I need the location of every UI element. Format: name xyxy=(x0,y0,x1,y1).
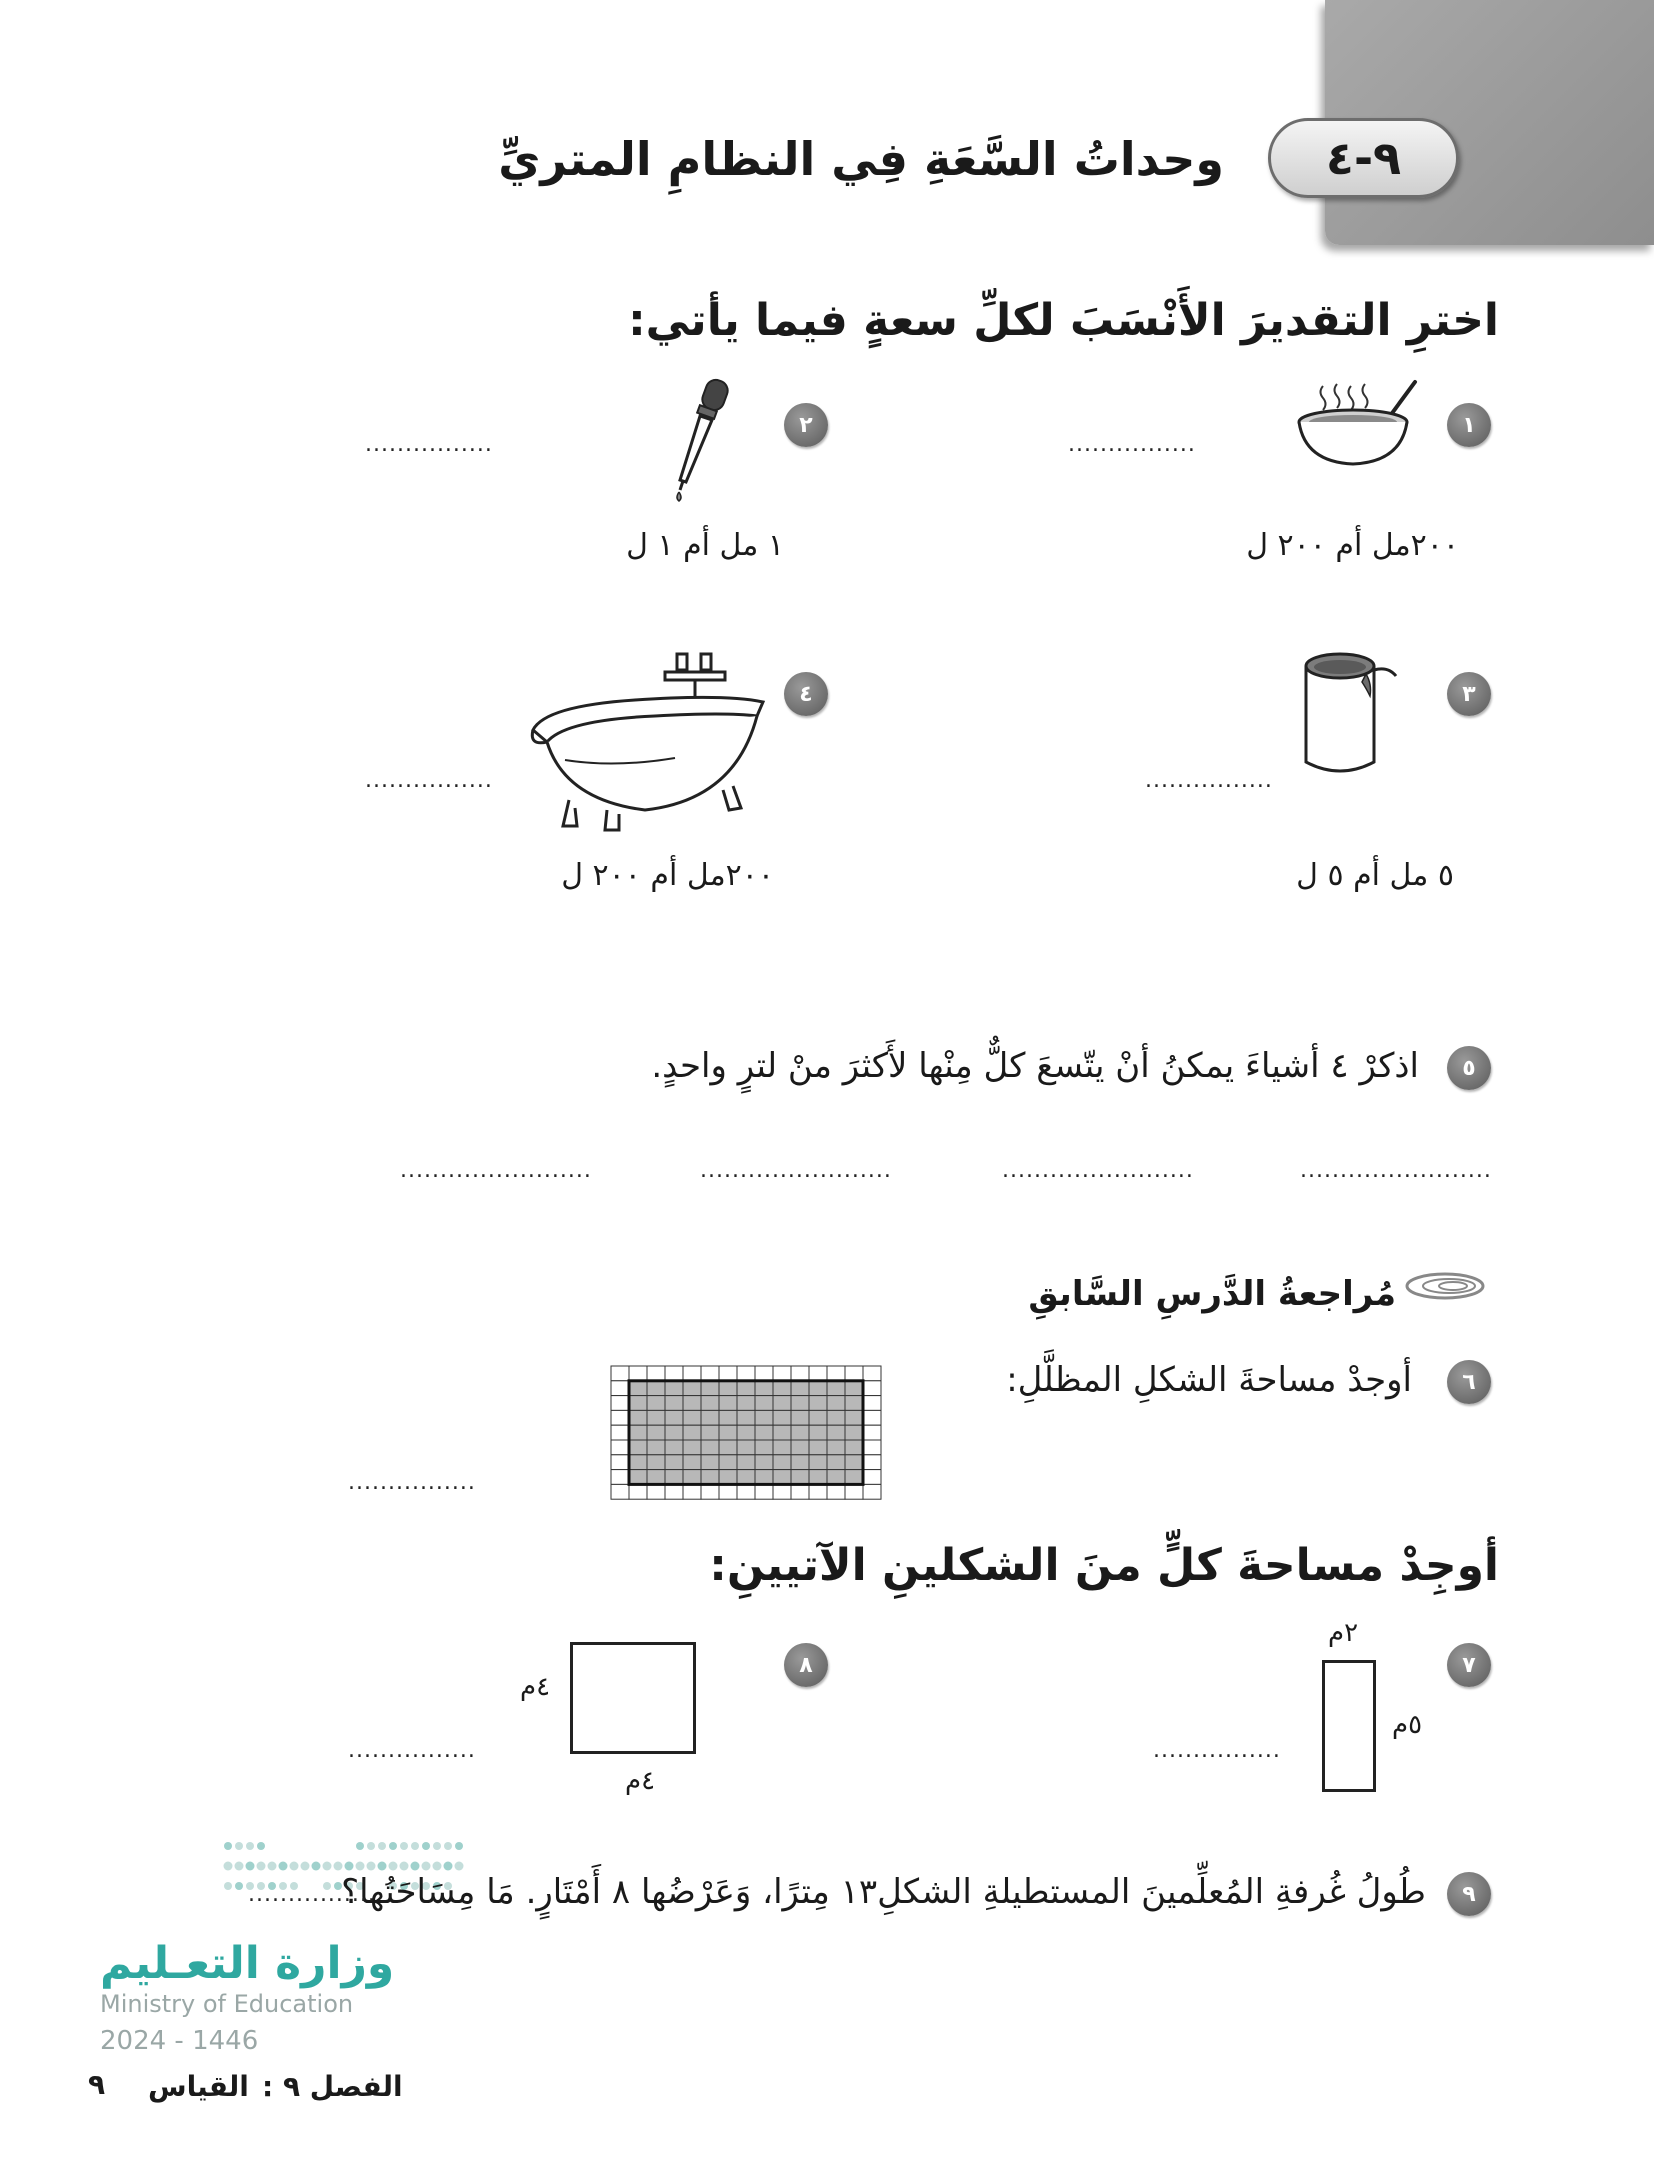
grid-cell-shaded xyxy=(629,1396,647,1411)
q7-width-label: ٢م xyxy=(1328,1618,1359,1648)
grid-cell xyxy=(665,1484,683,1499)
item3-number: ٣ xyxy=(1447,672,1491,716)
grid-cell-shaded xyxy=(701,1425,719,1440)
grid-cell xyxy=(611,1396,629,1411)
page-number: ٩ xyxy=(88,2068,106,2101)
grid-cell-shaded xyxy=(647,1425,665,1440)
paint-can-icon xyxy=(1300,650,1400,780)
grid-cell-shaded xyxy=(809,1396,827,1411)
grid-cell xyxy=(611,1410,629,1425)
grid-cell-shaded xyxy=(827,1440,845,1455)
grid-cell-shaded xyxy=(827,1381,845,1396)
grid-cell xyxy=(611,1484,629,1499)
grid-cell xyxy=(737,1366,755,1381)
grid-cell-shaded xyxy=(791,1396,809,1411)
grid-cell-shaded xyxy=(773,1396,791,1411)
lesson-number-badge xyxy=(1268,118,1459,198)
q9-answer-blank[interactable]: ................ xyxy=(248,1882,376,1907)
q8-bottom-label: ٤م xyxy=(625,1766,656,1796)
item1-answer-blank[interactable]: ................ xyxy=(1068,432,1196,457)
dropper-icon xyxy=(660,378,730,503)
grid-cell-shaded xyxy=(701,1396,719,1411)
logo-dot xyxy=(224,1882,232,1890)
grid-cell xyxy=(863,1381,881,1396)
grid-cell-shaded xyxy=(665,1425,683,1440)
grid-cell xyxy=(683,1366,701,1381)
grid-cell-shaded xyxy=(755,1455,773,1470)
item2-choices: ١ مل أم ١ ل xyxy=(626,528,784,563)
grid-cell xyxy=(773,1366,791,1381)
logo-dot xyxy=(345,1862,354,1871)
lesson-number: ٩-٤ xyxy=(1325,131,1402,185)
q5-blank-3[interactable]: ........................ xyxy=(700,1158,892,1183)
grid-cell-shaded xyxy=(629,1425,647,1440)
grid-cell xyxy=(863,1455,881,1470)
grid-cell-shaded xyxy=(719,1381,737,1396)
grid-cell xyxy=(737,1484,755,1499)
grid-cell-shaded xyxy=(737,1425,755,1440)
logo-dot xyxy=(444,1862,453,1871)
grid-cell-shaded xyxy=(629,1440,647,1455)
grid-cell xyxy=(611,1366,629,1381)
grid-cell-shaded xyxy=(629,1470,647,1485)
grid-cell-shaded xyxy=(791,1455,809,1470)
logo-dot xyxy=(323,1862,332,1871)
grid-cell-shaded xyxy=(701,1470,719,1485)
grid-cell-shaded xyxy=(683,1470,701,1485)
grid-cell-shaded xyxy=(773,1425,791,1440)
grid-cell xyxy=(611,1455,629,1470)
grid-cell xyxy=(845,1366,863,1381)
q5-blank-4[interactable]: ........................ xyxy=(400,1158,592,1183)
grid-cell xyxy=(701,1366,719,1381)
grid-cell-shaded xyxy=(791,1410,809,1425)
grid-cell xyxy=(809,1484,827,1499)
q6-number: ٦ xyxy=(1447,1360,1491,1404)
grid-cell-shaded xyxy=(719,1470,737,1485)
ministry-english-name: Ministry of Education xyxy=(100,1990,354,2018)
grid-cell-shaded xyxy=(773,1470,791,1485)
logo-dot xyxy=(334,1862,343,1871)
grid-cell-shaded xyxy=(665,1381,683,1396)
grid-cell-shaded xyxy=(845,1396,863,1411)
grid-cell-shaded xyxy=(737,1381,755,1396)
item1-choices: ٢٠٠مل أم ٢٠٠ ل xyxy=(1246,528,1459,563)
grid-cell-shaded xyxy=(737,1396,755,1411)
grid-cell-shaded xyxy=(827,1396,845,1411)
logo-dot xyxy=(367,1842,375,1850)
q6-answer-blank[interactable]: ................ xyxy=(348,1470,476,1495)
logo-dot xyxy=(367,1862,376,1871)
section2-heading: أوجِدْ مساحةَ كلٍّ منَ الشكلينِ الآتيينِ: xyxy=(709,1540,1499,1591)
grid-cell-shaded xyxy=(719,1440,737,1455)
grid-cell-shaded xyxy=(629,1381,647,1396)
grid-cell-shaded xyxy=(665,1410,683,1425)
grid-cell-shaded xyxy=(755,1440,773,1455)
logo-dot xyxy=(356,1842,364,1850)
grid-cell xyxy=(863,1396,881,1411)
logo-dot xyxy=(356,1862,365,1871)
grid-cell-shaded xyxy=(647,1470,665,1485)
grid-cell-shaded xyxy=(683,1396,701,1411)
ministry-arabic-name: وزارة التعـليم xyxy=(100,1938,395,1989)
grid-cell-shaded xyxy=(629,1410,647,1425)
grid-cell-shaded xyxy=(647,1381,665,1396)
logo-dot xyxy=(235,1862,244,1871)
logo-dot xyxy=(455,1862,464,1871)
grid-cell xyxy=(791,1366,809,1381)
logo-dot xyxy=(257,1862,266,1871)
grid-cell xyxy=(863,1366,881,1381)
footer-topic: القياس xyxy=(148,2070,249,2103)
item3-choices: ٥ مل أم ٥ ل xyxy=(1296,858,1454,893)
grid-cell-shaded xyxy=(845,1425,863,1440)
grid-cell-shaded xyxy=(647,1455,665,1470)
q7-number: ٧ xyxy=(1447,1643,1491,1687)
grid-cell xyxy=(701,1484,719,1499)
grid-cell-shaded xyxy=(647,1410,665,1425)
grid-cell-shaded xyxy=(791,1440,809,1455)
grid-cell-shaded xyxy=(629,1455,647,1470)
logo-dot xyxy=(246,1862,255,1871)
q5-blank-2[interactable]: ........................ xyxy=(1002,1158,1194,1183)
grid-cell-shaded xyxy=(845,1470,863,1485)
logo-dot xyxy=(433,1862,442,1871)
logo-dot xyxy=(422,1842,430,1850)
review-title: مُراجعةُ الدَّرسِ السَّابقِ xyxy=(1028,1274,1396,1314)
grid-cell-shaded xyxy=(719,1425,737,1440)
grid-cell-shaded xyxy=(791,1425,809,1440)
logo-dot xyxy=(411,1842,419,1850)
grid-cell xyxy=(719,1484,737,1499)
logo-dot xyxy=(378,1842,386,1850)
grid-cell-shaded xyxy=(737,1455,755,1470)
grid-cell-shaded xyxy=(683,1425,701,1440)
grid-cell-shaded xyxy=(755,1470,773,1485)
logo-dot xyxy=(235,1842,243,1850)
grid-cell-shaded xyxy=(737,1410,755,1425)
q6-text: أوجدْ مساحةَ الشكلِ المظلَّلِ: xyxy=(1006,1360,1412,1400)
grid-cell xyxy=(773,1484,791,1499)
grid-cell xyxy=(665,1366,683,1381)
grid-cell-shaded xyxy=(809,1410,827,1425)
logo-dot xyxy=(268,1862,277,1871)
item1-number: ١ xyxy=(1447,403,1491,447)
grid-cell xyxy=(629,1366,647,1381)
grid-cell xyxy=(827,1484,845,1499)
logo-dot xyxy=(389,1862,398,1871)
q9-number: ٩ xyxy=(1447,1872,1491,1916)
q5-blank-1[interactable]: ........................ xyxy=(1300,1158,1492,1183)
grid-cell-shaded xyxy=(773,1410,791,1425)
logo-dot xyxy=(444,1842,452,1850)
logo-dot xyxy=(455,1842,463,1850)
grid-cell-shaded xyxy=(683,1410,701,1425)
grid-cell-shaded xyxy=(791,1470,809,1485)
logo-dot xyxy=(411,1862,420,1871)
grid-cell-shaded xyxy=(701,1455,719,1470)
grid-cell xyxy=(611,1425,629,1440)
item3-answer-blank[interactable]: ................ xyxy=(1145,768,1273,793)
grid-cell xyxy=(863,1440,881,1455)
grid-cell xyxy=(647,1366,665,1381)
grid-cell xyxy=(629,1484,647,1499)
grid-cell xyxy=(863,1410,881,1425)
grid-cell-shaded xyxy=(809,1381,827,1396)
review-swirl-icon xyxy=(1405,1268,1485,1304)
grid-cell-shaded xyxy=(809,1425,827,1440)
logo-dot xyxy=(400,1842,408,1850)
logo-dot xyxy=(312,1862,321,1871)
grid-cell-shaded xyxy=(773,1455,791,1470)
logo-dot xyxy=(246,1842,254,1850)
grid-cell-shaded xyxy=(647,1396,665,1411)
grid-cell-shaded xyxy=(665,1396,683,1411)
logo-dot xyxy=(400,1862,409,1871)
grid-cell-shaded xyxy=(827,1410,845,1425)
grid-cell-shaded xyxy=(719,1455,737,1470)
logo-dot xyxy=(378,1862,387,1871)
grid-cell xyxy=(611,1470,629,1485)
grid-cell xyxy=(755,1484,773,1499)
section1-heading: اخترِ التقديرَ الأَنْسَبَ لكلِّ سعةٍ فيما يأتي: xyxy=(628,295,1499,346)
grid-cell xyxy=(863,1484,881,1499)
grid-cell-shaded xyxy=(719,1396,737,1411)
soup-bowl-icon xyxy=(1295,378,1425,468)
logo-dot xyxy=(422,1862,431,1871)
ministry-year: 2024 - 1446 xyxy=(100,2026,259,2056)
grid-cell-shaded xyxy=(809,1440,827,1455)
grid-cell xyxy=(611,1381,629,1396)
logo-dot xyxy=(301,1862,310,1871)
grid-cell xyxy=(863,1470,881,1485)
grid-cell-shaded xyxy=(701,1381,719,1396)
q9-text: طُولُ غُرفةِ المُعلِّمينَ المستطيلةِ الشكلِ١٣ مِترًا، وَعَرْضُها ٨ أَمْتَارٍ. مَا مِسَاحَتُها؟ xyxy=(341,1872,1426,1912)
grid-cell-shaded xyxy=(827,1470,845,1485)
grid-cell xyxy=(809,1366,827,1381)
grid-cell-shaded xyxy=(665,1440,683,1455)
item4-answer-blank[interactable]: ................ xyxy=(365,768,493,793)
q5-number: ٥ xyxy=(1447,1046,1491,1090)
logo-dot xyxy=(290,1862,299,1871)
grid-cell-shaded xyxy=(665,1455,683,1470)
grid-cell-shaded xyxy=(755,1381,773,1396)
q8-answer-blank[interactable]: ................ xyxy=(348,1738,476,1763)
grid-cell xyxy=(845,1484,863,1499)
grid-cell-shaded xyxy=(827,1425,845,1440)
grid-cell-shaded xyxy=(827,1455,845,1470)
item4-choices: ٢٠٠مل أم ٢٠٠ ل xyxy=(561,858,774,893)
q7-answer-blank[interactable]: ................ xyxy=(1153,1738,1281,1763)
grid-cell-shaded xyxy=(809,1470,827,1485)
grid-cell xyxy=(719,1366,737,1381)
grid-cell-shaded xyxy=(845,1381,863,1396)
grid-cell-shaded xyxy=(737,1440,755,1455)
grid-cell-shaded xyxy=(845,1410,863,1425)
grid-cell xyxy=(611,1440,629,1455)
logo-dot xyxy=(389,1842,397,1850)
grid-cell-shaded xyxy=(737,1470,755,1485)
q8-side-label: ٤م xyxy=(520,1672,551,1702)
item4-number: ٤ xyxy=(784,672,828,716)
grid-cell-shaded xyxy=(701,1410,719,1425)
grid-cell-shaded xyxy=(665,1470,683,1485)
grid-cell-shaded xyxy=(791,1381,809,1396)
logo-dot xyxy=(279,1862,288,1871)
grid-cell-shaded xyxy=(845,1440,863,1455)
q5-text: اذكرْ ٤ أشياءَ يمكنُ أنْ يتّسعَ كلٌّ مِنْها لأَكثرَ منْ لترٍ واحدٍ. xyxy=(651,1046,1419,1086)
grid-cell-shaded xyxy=(719,1410,737,1425)
grid-cell xyxy=(827,1366,845,1381)
grid-cell xyxy=(683,1484,701,1499)
grid-cell-shaded xyxy=(845,1455,863,1470)
logo-dot xyxy=(235,1882,243,1890)
grid-cell xyxy=(755,1366,773,1381)
grid-cell-shaded xyxy=(755,1396,773,1411)
q7-rectangle xyxy=(1322,1660,1376,1792)
logo-dot xyxy=(224,1842,232,1850)
grid-cell xyxy=(791,1484,809,1499)
q6-grid-figure xyxy=(610,1365,885,1513)
grid-cell-shaded xyxy=(683,1440,701,1455)
item2-answer-blank[interactable]: ................ xyxy=(365,432,493,457)
grid-cell xyxy=(647,1484,665,1499)
lesson-title: وحداتُ السَّعَةِ فِي النظامِ المتريِّ xyxy=(498,132,1224,186)
grid-cell-shaded xyxy=(755,1410,773,1425)
grid-cell-shaded xyxy=(683,1381,701,1396)
grid-cell xyxy=(863,1425,881,1440)
q8-square xyxy=(570,1642,696,1754)
q8-number: ٨ xyxy=(784,1643,828,1687)
grid-cell-shaded xyxy=(701,1440,719,1455)
grid-cell-shaded xyxy=(647,1440,665,1455)
footer-chapter: الفصل ٩ : xyxy=(262,2070,403,2103)
bathtub-icon xyxy=(525,650,770,835)
logo-dot xyxy=(224,1862,233,1871)
logo-dot xyxy=(257,1842,265,1850)
grid-cell-shaded xyxy=(755,1425,773,1440)
logo-dot xyxy=(433,1842,441,1850)
grid-cell-shaded xyxy=(773,1381,791,1396)
grid-cell-shaded xyxy=(773,1440,791,1455)
q7-height-label: ٥م xyxy=(1392,1710,1423,1740)
grid-cell-shaded xyxy=(809,1455,827,1470)
item2-number: ٢ xyxy=(784,403,828,447)
grid-cell-shaded xyxy=(683,1455,701,1470)
